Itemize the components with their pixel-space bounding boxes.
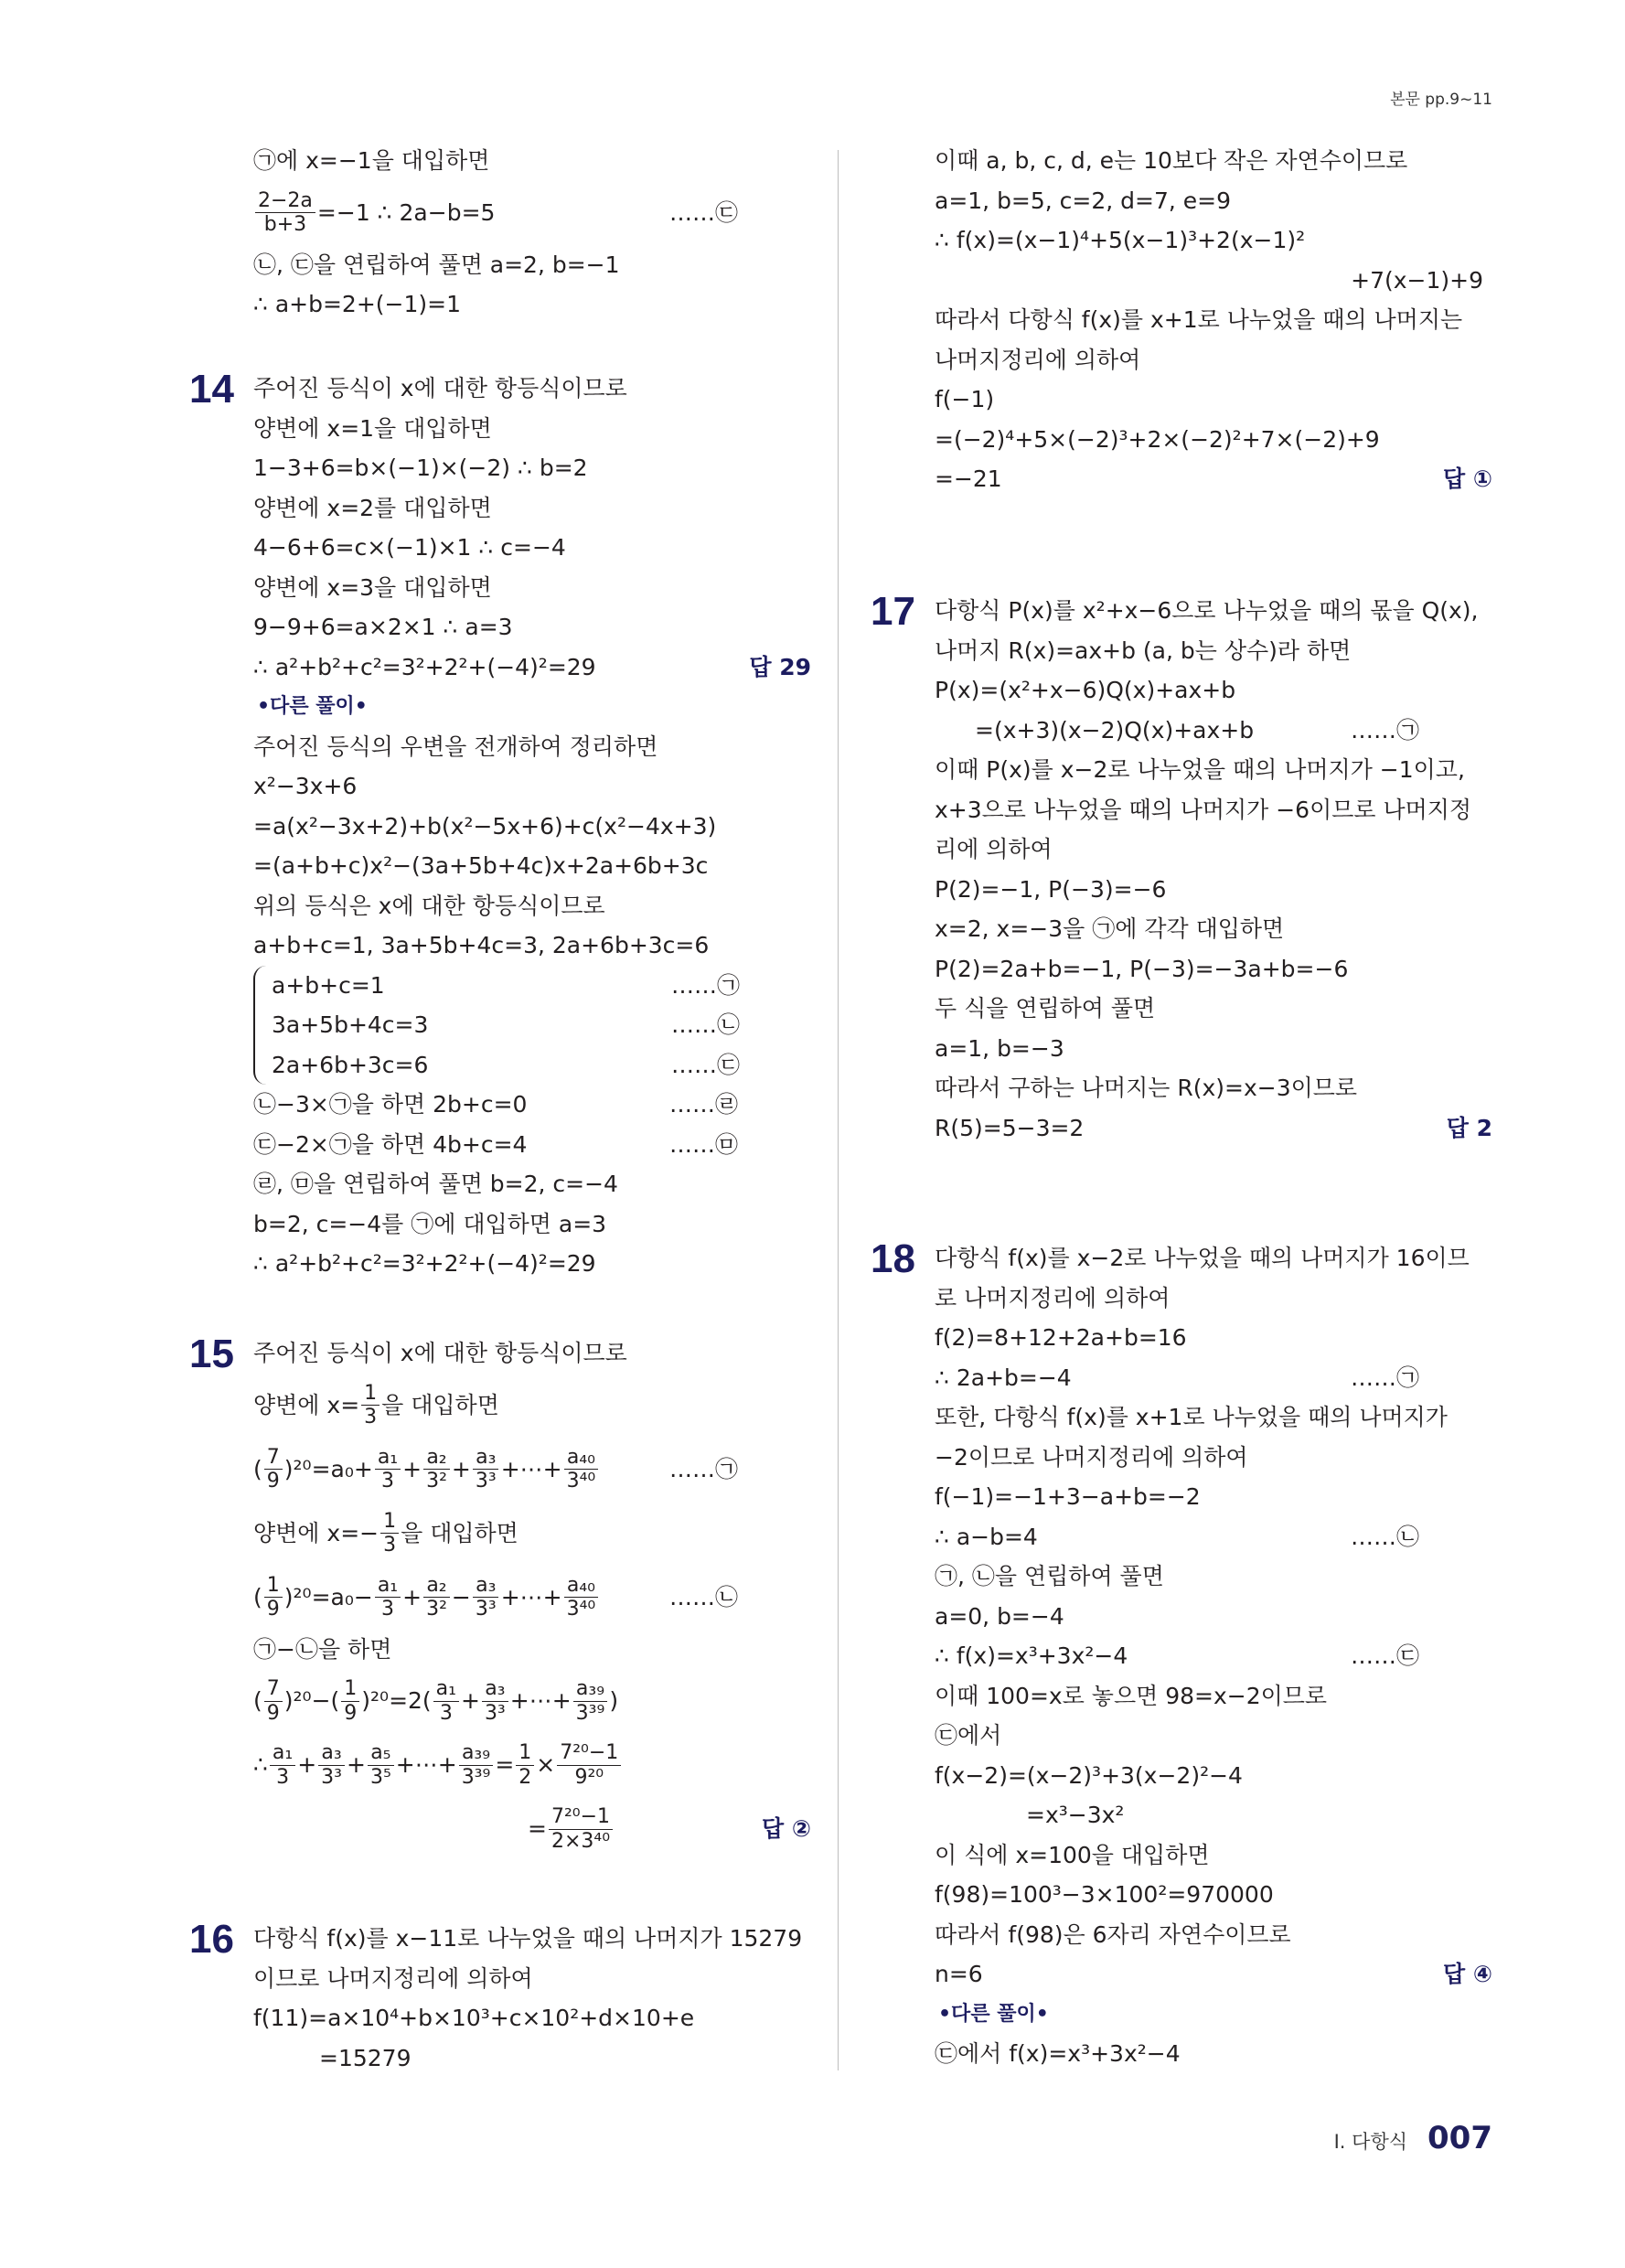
text-segment: 이때 P(x)를 x−2로 나누었을 때의 나머지가 −1이고, (935, 756, 1465, 783)
numerator: a₁ (433, 1677, 459, 1701)
solution-line (935, 2034, 1492, 2074)
text-segment: 2a+6b+3c=6 (272, 1051, 429, 1078)
solution-line (253, 1502, 811, 1566)
text-segment: x=2, x=−3을 ㉠에 각각 대입하면 (935, 915, 1285, 942)
solution-line (253, 1669, 811, 1733)
equation-tag: ……㉡ (671, 1011, 741, 1038)
denominator: 3 (380, 1470, 394, 1492)
solution-line (935, 670, 1492, 711)
solution-line (935, 1597, 1492, 1637)
numerator: a₁ (375, 1446, 401, 1470)
alternative-solution-label (935, 1995, 1492, 2035)
equation-tag: ……㉣ (669, 1091, 739, 1118)
solution-line (253, 2038, 811, 2079)
solution-line (935, 380, 1492, 420)
text-segment: 4−6+6=c×(−1)×1 ∴ c=−4 (253, 534, 566, 561)
text-segment: ㉡, ㉢을 연립하여 풀면 a=2, b=−1 (253, 251, 620, 278)
text-segment: =x³−3x² (1026, 1802, 1125, 1828)
text-segment: 로 나머지정리에 의하여 (935, 1284, 1171, 1311)
solution-line (935, 750, 1492, 790)
text-segment: •다른 풀이• (257, 695, 368, 718)
text-segment: )²⁰=a₀+ (283, 1455, 373, 1482)
numerator: a₄₀ (564, 1574, 598, 1598)
solution-line (253, 1333, 811, 1374)
fraction (375, 1446, 401, 1493)
solution-line (253, 1125, 811, 1165)
text-segment: 양변에 x= (253, 1391, 360, 1418)
text-segment: +7(x−1)+9 (1351, 266, 1483, 294)
solution-line (935, 300, 1492, 340)
equation-tag: ……㉠ (671, 971, 741, 999)
solution-continuation-16 (935, 141, 1492, 499)
text-segment: 위의 등식은 x에 대한 항등식이므로 (253, 892, 605, 919)
solution-line (253, 807, 811, 847)
text-segment: f(−1) (935, 386, 995, 412)
solution-14 (189, 367, 811, 1284)
text-segment: 주어진 등식이 x에 대한 항등식이므로 (253, 1340, 627, 1366)
solution-line (253, 568, 811, 608)
text-segment: 다항식 f(x)를 x−11로 나누었을 때의 나머지가 15279 (253, 1925, 803, 1952)
solution-line (935, 261, 1492, 301)
solution-line (253, 181, 811, 245)
text-segment: ) (609, 1687, 619, 1714)
fraction (473, 1446, 499, 1493)
problem-number: 15 (189, 1332, 234, 1376)
numerator: a₄₀ (564, 1446, 598, 1470)
text-segment: +⋯+ (500, 1455, 562, 1482)
text-segment: •다른 풀이• (938, 2002, 1049, 2026)
text-segment: a+b+c=1, 3a+5b+4c=3, 2a+6b+3c=6 (253, 932, 710, 958)
text-segment: =−21 (935, 465, 1002, 492)
numerator: a₃ (482, 1677, 508, 1701)
text-segment: ㉠, ㉡을 연립하여 풀면 (935, 1563, 1164, 1589)
text-segment: 다항식 P(x)를 x²+x−6으로 나누었을 때의 몫을 Q(x), (935, 597, 1479, 624)
text-segment: )²⁰=2( (361, 1687, 432, 1714)
fraction (564, 1574, 599, 1621)
denominator: 3³ (475, 1470, 497, 1492)
denominator: 3² (426, 1598, 447, 1621)
numerator: 1 (380, 1510, 399, 1534)
text-segment: ㉢에서 f(x)=x³+3x²−4 (935, 2040, 1181, 2067)
solution-line (935, 1795, 1492, 1835)
text-segment: 양변에 x=1을 대입하면 (253, 414, 492, 442)
column-divider (838, 150, 839, 2070)
solution-15 (189, 1332, 811, 1861)
numerator: a₁ (375, 1574, 401, 1598)
fraction (423, 1574, 450, 1621)
equation-tag: ……㉠ (1351, 1364, 1420, 1391)
numerator: a₃ (473, 1446, 498, 1470)
solution-line (253, 1045, 811, 1086)
text-segment: 9−9+6=a×2×1 ∴ a=3 (253, 614, 513, 640)
text-segment: a+b+c=1 (272, 971, 385, 999)
solution-16 (189, 1917, 811, 2078)
text-segment: + (451, 1455, 471, 1482)
denominator: 3³ (484, 1701, 506, 1725)
text-segment: =a(x²−3x+2)+b(x²−5x+6)+c(x²−4x+3) (253, 812, 717, 840)
text-segment: ∴ a²+b²+c²=3²+2²+(−4)²=29 (253, 1250, 596, 1277)
problem-number: 16 (189, 1917, 234, 1962)
fraction (361, 1382, 380, 1429)
solution-line (253, 727, 811, 767)
solution-continuation-13 (253, 141, 811, 325)
text-segment: x+3으로 나누었을 때의 나머지가 −6이므로 나머지정 (935, 796, 1472, 823)
solution-line (935, 1278, 1492, 1319)
text-segment: ㉠에 x=−1을 대입하면 (253, 147, 490, 174)
solution-line (253, 245, 811, 285)
text-segment: +⋯+ (500, 1583, 562, 1610)
fraction (375, 1574, 401, 1621)
fraction (473, 1574, 499, 1621)
numerator: a₂ (423, 1446, 449, 1470)
denominator: 3³ (475, 1598, 497, 1621)
solution-line (253, 1374, 811, 1438)
text-segment: )²⁰=a₀− (283, 1583, 373, 1610)
numerator: a₂ (423, 1574, 449, 1598)
text-segment: a=0, b=−4 (935, 1602, 1064, 1630)
equation-tag: ……㉠ (669, 1455, 739, 1482)
fraction (423, 1446, 450, 1493)
solution-line (935, 141, 1492, 181)
solution-line (935, 1636, 1492, 1676)
text-segment: 을 대입하면 (401, 1519, 519, 1546)
solution-line (253, 448, 811, 488)
solution-line (253, 1438, 811, 1502)
solution-line (253, 966, 811, 1006)
text-segment: 주어진 등식의 우변을 전개하여 정리하면 (253, 733, 658, 760)
numerator: a₃ (318, 1741, 344, 1765)
numerator: 1 (516, 1741, 534, 1765)
solution-line (935, 459, 1492, 499)
text-segment: × (536, 1751, 556, 1778)
text-segment: f(2)=8+12+2a+b=16 (935, 1324, 1187, 1351)
text-segment: 따라서 구하는 나머지는 R(x)=x−3이므로 (935, 1075, 1358, 1101)
denominator: 3³⁹ (461, 1765, 491, 1789)
problem-number: 17 (871, 589, 915, 634)
text-segment: f(x−2)=(x−2)³+3(x−2)²−4 (935, 1761, 1243, 1789)
solution-18 (871, 1236, 1492, 2074)
solution-line (935, 1915, 1492, 1955)
solution-line (253, 409, 811, 449)
solution-line (253, 766, 811, 807)
solution-line (935, 1517, 1492, 1557)
text-segment: =−1 ∴ 2a−b=5 (316, 198, 496, 226)
denominator: 3 (276, 1765, 290, 1789)
denominator: 3⁴⁰ (566, 1470, 596, 1492)
text-segment: + (402, 1583, 422, 1610)
text-segment: a=1, b=5, c=2, d=7, e=9 (935, 187, 1232, 214)
denominator: 2×3⁴⁰ (551, 1829, 611, 1853)
solution-line (253, 925, 811, 966)
solution-line (253, 1919, 811, 1959)
numerator: 1 (341, 1677, 359, 1701)
text-segment: 양변에 x=2를 대입하면 (253, 494, 492, 521)
solution-line (253, 1204, 811, 1245)
text-segment: ㉡−3×㉠을 하면 2b+c=0 (253, 1091, 528, 1118)
solution-line (253, 886, 811, 926)
denominator: 3⁴⁰ (566, 1598, 596, 1621)
text-segment: 나머지 R(x)=ax+b (a, b는 상수)라 하면 (935, 637, 1352, 664)
fraction (255, 189, 315, 237)
fraction (549, 1805, 613, 1853)
text-segment: 양변에 x=3을 대입하면 (253, 573, 492, 601)
fraction (516, 1741, 534, 1789)
text-segment: 또한, 다항식 f(x)를 x+1로 나누었을 때의 나머지가 (935, 1404, 1448, 1430)
equation-tag: ……㉡ (1351, 1523, 1420, 1550)
text-segment: − (451, 1583, 471, 1610)
denominator: 2 (519, 1765, 532, 1789)
denominator: 3⁵ (369, 1765, 391, 1789)
fraction (557, 1741, 621, 1789)
text-segment: ㉢에서 (935, 1722, 1002, 1749)
solution-line (253, 1566, 811, 1630)
text-segment: 두 식을 연립하여 풀면 (935, 995, 1156, 1022)
fraction (318, 1741, 345, 1789)
solution-line (935, 181, 1492, 221)
fraction (433, 1677, 459, 1725)
solution-line (935, 1068, 1492, 1108)
equation-tag: ……㉢ (669, 198, 739, 226)
answer-label: 답 ② (761, 1815, 811, 1842)
text-segment: = (495, 1751, 515, 1778)
text-segment: ㉣, ㉤을 연립하여 풀면 b=2, c=−4 (253, 1171, 618, 1197)
text-segment: 양변에 x=− (253, 1519, 380, 1546)
solution-line (935, 1318, 1492, 1358)
fraction (482, 1677, 508, 1725)
denominator: 9 (266, 1701, 280, 1725)
text-segment: 이때 100=x로 놓으면 98=x−2이므로 (935, 1682, 1328, 1709)
page-footer (1334, 2120, 1492, 2156)
denominator: 3³ (321, 1765, 342, 1789)
text-segment: ∴ 2a+b=−4 (935, 1364, 1072, 1391)
solution-line (935, 829, 1492, 870)
text-segment: 리에 의하여 (935, 836, 1053, 862)
solution-line (935, 1438, 1492, 1478)
text-segment: 3a+5b+4c=3 (272, 1011, 429, 1038)
denominator: 3³⁹ (575, 1701, 605, 1725)
text-segment: 이 식에 x=100을 대입하면 (935, 1841, 1210, 1868)
alternative-solution-label (253, 687, 811, 727)
text-segment: = (528, 1815, 547, 1842)
text-segment: 따라서 f(98)은 6자리 자연수이므로 (935, 1920, 1291, 1948)
solution-line (935, 340, 1492, 380)
fraction (564, 1446, 599, 1493)
text-segment: 다항식 f(x)를 x−2로 나누었을 때의 나머지가 16이므 (935, 1245, 1470, 1271)
solution-line (935, 591, 1492, 631)
solution-line (935, 989, 1492, 1029)
text-segment: P(2)=2a+b=−1, P(−3)=−3a+b=−6 (935, 955, 1349, 982)
text-segment: x²−3x+6 (253, 773, 358, 799)
text-segment: + (347, 1751, 366, 1778)
numerator: a₃₉ (459, 1741, 493, 1765)
denominator: 3 (439, 1701, 453, 1725)
fraction (380, 1510, 399, 1557)
answer-label: 답 29 (749, 653, 811, 680)
numerator: a₃₉ (573, 1677, 607, 1701)
equation-tag: ……㉢ (1351, 1642, 1420, 1669)
numerator: 1 (361, 1382, 380, 1406)
solution-line (253, 1797, 811, 1861)
solution-line (253, 1085, 811, 1125)
text-segment: +⋯+ (395, 1751, 457, 1778)
solution-line (935, 1716, 1492, 1756)
solution-line (253, 846, 811, 886)
fraction (459, 1741, 494, 1789)
solution-line (253, 607, 811, 647)
fraction (368, 1741, 394, 1789)
text-segment: R(5)=5−3=2 (935, 1114, 1085, 1141)
answer-label: 답 ④ (1442, 1961, 1492, 1987)
text-segment: ( (253, 1455, 262, 1482)
text-segment: 을 대입하면 (381, 1391, 499, 1418)
denominator: 9²⁰ (574, 1765, 604, 1789)
equation-tag: ……㉢ (671, 1051, 741, 1078)
text-segment: P(x)=(x²+x−6)Q(x)+ax+b (935, 677, 1236, 703)
solution-line (253, 1244, 811, 1284)
solution-line (253, 1005, 811, 1045)
solution-line (935, 870, 1492, 910)
text-segment: 이므로 나머지정리에 의하여 (253, 1964, 533, 1992)
solution-line (935, 909, 1492, 949)
numerator: 7²⁰−1 (557, 1741, 621, 1765)
solution-line (935, 420, 1492, 460)
denominator: 9 (344, 1701, 358, 1725)
numerator: a₁ (270, 1741, 295, 1765)
text-segment: )²⁰−( (283, 1687, 340, 1714)
text-segment: ∴ (253, 1751, 268, 1778)
solution-line (253, 369, 811, 409)
solution-line (253, 1959, 811, 1999)
numerator: 7²⁰−1 (549, 1805, 613, 1829)
text-segment: 주어진 등식이 x에 대한 항등식이므로 (253, 375, 627, 401)
text-segment: n=6 (935, 1961, 983, 1987)
text-segment: =(a+b+c)x²−(3a+5b+4c)x+2a+6b+3c (253, 852, 709, 879)
text-segment: P(2)=−1, P(−3)=−6 (935, 875, 1167, 903)
solution-line (935, 1397, 1492, 1438)
denominator: 3 (383, 1534, 397, 1557)
text-segment: ㉢−2×㉠을 하면 4b+c=4 (253, 1130, 528, 1158)
text-segment: =(x+3)(x−2)Q(x)+ax+b (975, 716, 1255, 744)
equation-tag: ……㉠ (1351, 716, 1420, 744)
numerator: 2−2a (255, 189, 315, 213)
solution-line (253, 1733, 811, 1797)
denominator: b+3 (263, 213, 307, 236)
solution-line (253, 141, 811, 181)
text-segment: b=2, c=−4를 ㉠에 대입하면 a=3 (253, 1210, 607, 1237)
text-segment: f(−1)=−1+3−a+b=−2 (935, 1483, 1201, 1510)
solution-line (935, 1676, 1492, 1717)
solution-line (253, 647, 811, 688)
solution-line (935, 1756, 1492, 1796)
text-segment: ∴ a+b=2+(−1)=1 (253, 291, 462, 317)
numerator: 1 (264, 1574, 283, 1598)
solution-line (935, 631, 1492, 671)
denominator: 3 (380, 1598, 394, 1621)
solution-line (935, 1557, 1492, 1597)
text-segment: +⋯+ (509, 1687, 572, 1714)
numerator: a₃ (473, 1574, 498, 1598)
solution-line (935, 1477, 1492, 1517)
solution-line (935, 790, 1492, 830)
problem-number: 14 (189, 367, 234, 412)
denominator: 9 (266, 1470, 280, 1492)
text-segment: + (297, 1751, 317, 1778)
solution-line (253, 488, 811, 529)
solution-line (935, 1108, 1492, 1149)
text-segment: ∴ f(x)=x³+3x²−4 (935, 1642, 1128, 1669)
text-segment: + (460, 1687, 480, 1714)
numerator: 7 (264, 1446, 283, 1470)
equation-tag: ……㉤ (669, 1130, 739, 1158)
solution-line (935, 711, 1492, 751)
text-segment: f(98)=100³−3×100²=970000 (935, 1881, 1274, 1908)
denominator: 9 (266, 1598, 280, 1621)
solution-line (253, 1630, 811, 1670)
fraction (270, 1741, 295, 1789)
text-segment: ㉠−㉡을 하면 (253, 1635, 392, 1663)
numerator: a₅ (368, 1741, 393, 1765)
solution-line (935, 1358, 1492, 1398)
text-segment: 따라서 다항식 f(x)를 x+1로 나누었을 때의 나머지는 (935, 306, 1463, 333)
text-segment: =(−2)⁴+5×(−2)³+2×(−2)²+7×(−2)+9 (935, 425, 1380, 453)
solution-line (935, 949, 1492, 990)
text-segment: =15279 (319, 2044, 412, 2071)
text-segment: −2이므로 나머지정리에 의하여 (935, 1443, 1248, 1471)
text-segment: ∴ a²+b²+c²=3²+2²+(−4)²=29 (253, 653, 596, 680)
text-segment: ∴ f(x)=(x−1)⁴+5(x−1)³+2(x−1)² (935, 227, 1306, 253)
equation-tag: ……㉡ (669, 1583, 739, 1610)
page-number: 007 (1427, 2120, 1492, 2156)
solution-line (935, 1875, 1492, 1915)
text-segment: 1−3+6=b×(−1)×(−2) ∴ b=2 (253, 455, 588, 481)
fraction (264, 1677, 283, 1725)
text-segment: a=1, b=−3 (935, 1034, 1064, 1062)
fraction (264, 1574, 283, 1621)
fraction (264, 1446, 283, 1493)
solution-line (935, 1835, 1492, 1876)
denominator: 3² (426, 1470, 447, 1492)
denominator: 3 (364, 1406, 378, 1428)
text-segment: ( (253, 1687, 262, 1714)
text-segment: 이때 a, b, c, d, e는 10보다 작은 자연수이므로 (935, 147, 1408, 174)
solution-line (935, 220, 1492, 261)
text-segment: 나머지정리에 의하여 (935, 346, 1141, 373)
solution-line (253, 1998, 811, 2038)
text-segment: ( (253, 1583, 262, 1610)
solution-line (935, 1954, 1492, 1995)
chapter-label: Ⅰ. 다항식 (1333, 2131, 1408, 2153)
solution-line (935, 1029, 1492, 1069)
solution-line (253, 528, 811, 568)
answer-label: 답 ① (1442, 465, 1492, 492)
text-segment: ∴ a−b=4 (935, 1523, 1038, 1550)
page-reference: 본문 pp.9~11 (1390, 91, 1492, 109)
solution-line (253, 1164, 811, 1204)
text-segment: f(11)=a×10⁴+b×10³+c×10²+d×10+e (253, 2005, 695, 2031)
solution-line (253, 284, 811, 325)
text-segment: + (402, 1455, 422, 1482)
solution-17 (871, 589, 1492, 1148)
solution-line (935, 1238, 1492, 1278)
fraction (573, 1677, 608, 1725)
answer-label: 답 2 (1446, 1114, 1492, 1141)
fraction (341, 1677, 359, 1725)
numerator: 7 (264, 1677, 283, 1701)
problem-number: 18 (871, 1236, 915, 1281)
